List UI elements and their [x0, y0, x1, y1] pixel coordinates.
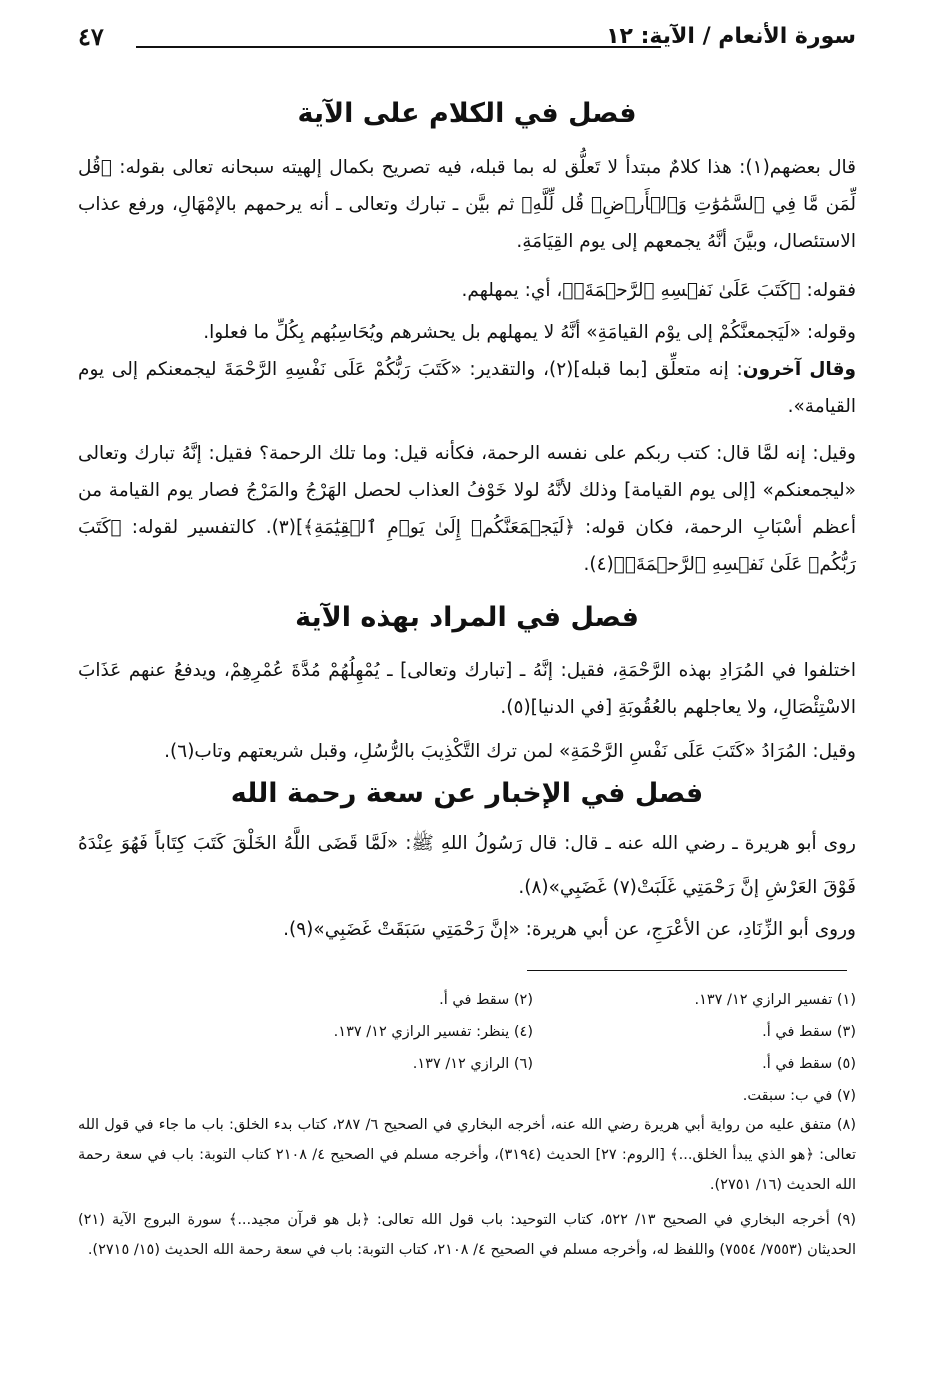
footnote-row [210, 1048, 856, 1080]
footnote-7: (٧) في ب: سبقت. [742, 1088, 856, 1104]
paragraph-1: قال بعضهم(١): هذا كلامٌ مبتدأ لا تَعلُّق له بما قبله، فيه تصريح بكمال إلهيته سبحانه تعالى بقوله: ﴿قُل لِّمَن مَّا فِي ٱلسَّمَٰوَٰتِ وَٱلۡأَرۡضِۖ قُل لِّلَّهِ﴾ ثم بيَّن ـ تبارك وتعالى ـ أنه يرحمهم بالإمْهَالِ، ورفع عذاب الاستئصال، وبيَّنَ أنَّهُ يجمعهم إلى يوم القِيَامَةِ. [78, 157, 856, 252]
section-heading-1: فصل في الكلام على الآية [297, 98, 637, 129]
paragraph-3: وقوله: «لَيَجمعنَّكُمْ إلى يوْم القيامَةِ» أنَّهُ لا يمهلهم بل يحشرهم ويُحَاسِبُهم بِكُلِّ ما فعلوا. [203, 322, 856, 343]
paragraph-7: وقيل: المُرَادُ «كَتَبَ عَلَى نَفْسِ الرَّحْمَةِ» لمن ترك التَّكْذِيبَ بالرُّسُلِ، وقبل شريعتهم وتاب(٦). [164, 741, 856, 762]
footnotes-short [210, 984, 856, 1112]
footnote-3: (٣) سقط في أ. [762, 1024, 856, 1040]
section-heading-2: فصل في المراد بهذه الآية [295, 602, 639, 633]
paragraph-9: وروى أبو الزِّنَادِ، عن الأعْرَجِ، عن أبي هريرة: «إنَّ رَحْمَتِي سَبَقَتْ غَضَبِي»(٩). [283, 919, 856, 940]
footnote-separator [527, 970, 847, 971]
footnote-2: (٢) سقط في أ. [439, 992, 533, 1008]
paragraph-5: وقيل: إنه لمَّا قال: كتب ربكم على نفسه الرحمة، فكأنه قيل: وما تلك الرحمة؟ فقيل: إنَّهُ تبارك وتعالى «ليجمعنكم» [إلى يوم القيامة] وذلك لأنَّهُ لولا خَوْفُ العذاب لحصل الهَرْجُ والمَرْجُ فصار يوم القيامة من أعظم أسْبَابِ الرحمة، فكان قوله: ﴿لَيَجۡمَعَنَّكُمۡ إِلَىٰ يَوۡمِ ٱلۡقِيَٰمَةِ﴾](٣). كالتفسير لقوله: ﴿كَتَبَ رَبُّكُمۡ عَلَىٰ نَفۡسِهِ ٱلرَّحۡمَةَۖ﴾(٤). [78, 443, 856, 575]
section-heading-3: فصل في الإخبار عن سعة رحمة الله [230, 778, 704, 809]
footnote-row [210, 984, 856, 1016]
footnote-1: (١) تفسير الرازي ١٢/ ١٣٧. [694, 992, 856, 1008]
footnote-8: (٨) متفق عليه من رواية أبي هريرة رضي الله عنه، أخرجه البخاري في الصحيح ٦/ ٢٨٧، كتاب بدء الخلق: باب ما جاء في قول الله تعالى: ﴿هو الذي يبدأ الخلق...﴾ [الروم: ٢٧] الحديث (٣١٩٤)، وأخرجه مسلم في الصحيح ٤/ ٢١٠٨ كتاب التوبة: باب في سعة رحمة الله الحديث (١٦/ ٢٧٥١). [78, 1117, 857, 1193]
paragraph-4-lead: وقال آخرون [742, 359, 856, 380]
footnote-row [210, 1080, 856, 1112]
footnote-row [210, 1016, 856, 1048]
footnote-9: (٩) أخرجه البخاري في الصحيح ١٣/ ٥٢٢، كتاب التوحيد: باب قول الله تعالى: ﴿بل هو قرآن مجيد...﴾ سورة البروج الآية (٢١) الحديثان (٧٥٥٣/ ٧٥٥٤) واللفظ له، وأخرجه مسلم في الصحيح ٤/ ٢١٠٨، كتاب التوبة: باب في سعة رحمة الله الحديث (١٥/ ٢٧١٥). [78, 1212, 856, 1258]
paragraph-4-body: : إنه متعلِّق [بما قبله](٢)، والتقدير: «كَتَبَ رَبُّكُمْ عَلَى نَفْسِهِ الرَّحْمَةَ ليجمعنكم إلى يوم القيامة». [78, 359, 856, 417]
header-rule [136, 46, 661, 48]
running-title: سورة الأنعام / الآية: ١٢ [606, 24, 856, 49]
page-header [78, 18, 856, 58]
paragraph-2: فقوله: ﴿كَتَبَ عَلَىٰ نَفۡسِهِ ٱلرَّحۡمَةَۚ﴾، أي: يمهلهم. [461, 280, 856, 301]
paragraph-8: روى أبو هريرة ـ رضي الله عنه ـ قال: قال رَسُولُ اللهِ ﷺ: «لَمَّا قَضَى اللَّهُ الخَلْقَ كَتَبَ كِتَاباً فَهُوَ عِنْدَهُ فَوْقَ العَرْشِ إنَّ رَحْمَتِي غَلَبَتْ(٧) غَضَبِي»(٨). [78, 833, 856, 898]
footnote-4: (٤) ينظر: تفسير الرازي ١٢/ ١٣٧. [333, 1024, 533, 1040]
paragraph-6: اختلفوا في المُرَادِ بهذه الرَّحْمَةِ، فقيل: إنَّهُ ـ [تبارك وتعالى] ـ يُمْهِلُهُمْ مُدَّةَ عُمْرِهِمْ، ويدفعُ عنهم عَذَابَ الاسْتِئْصَالِ، ولا يعاجلهم بالعُقُوبَةِ [في الدنيا](٥). [78, 660, 856, 718]
footnote-5: (٥) سقط في أ. [762, 1056, 856, 1072]
page-number: ٤٧ [78, 22, 104, 51]
paragraph-4 [78, 351, 856, 425]
footnote-6: (٦) الرازي ١٢/ ١٣٧. [412, 1056, 533, 1072]
